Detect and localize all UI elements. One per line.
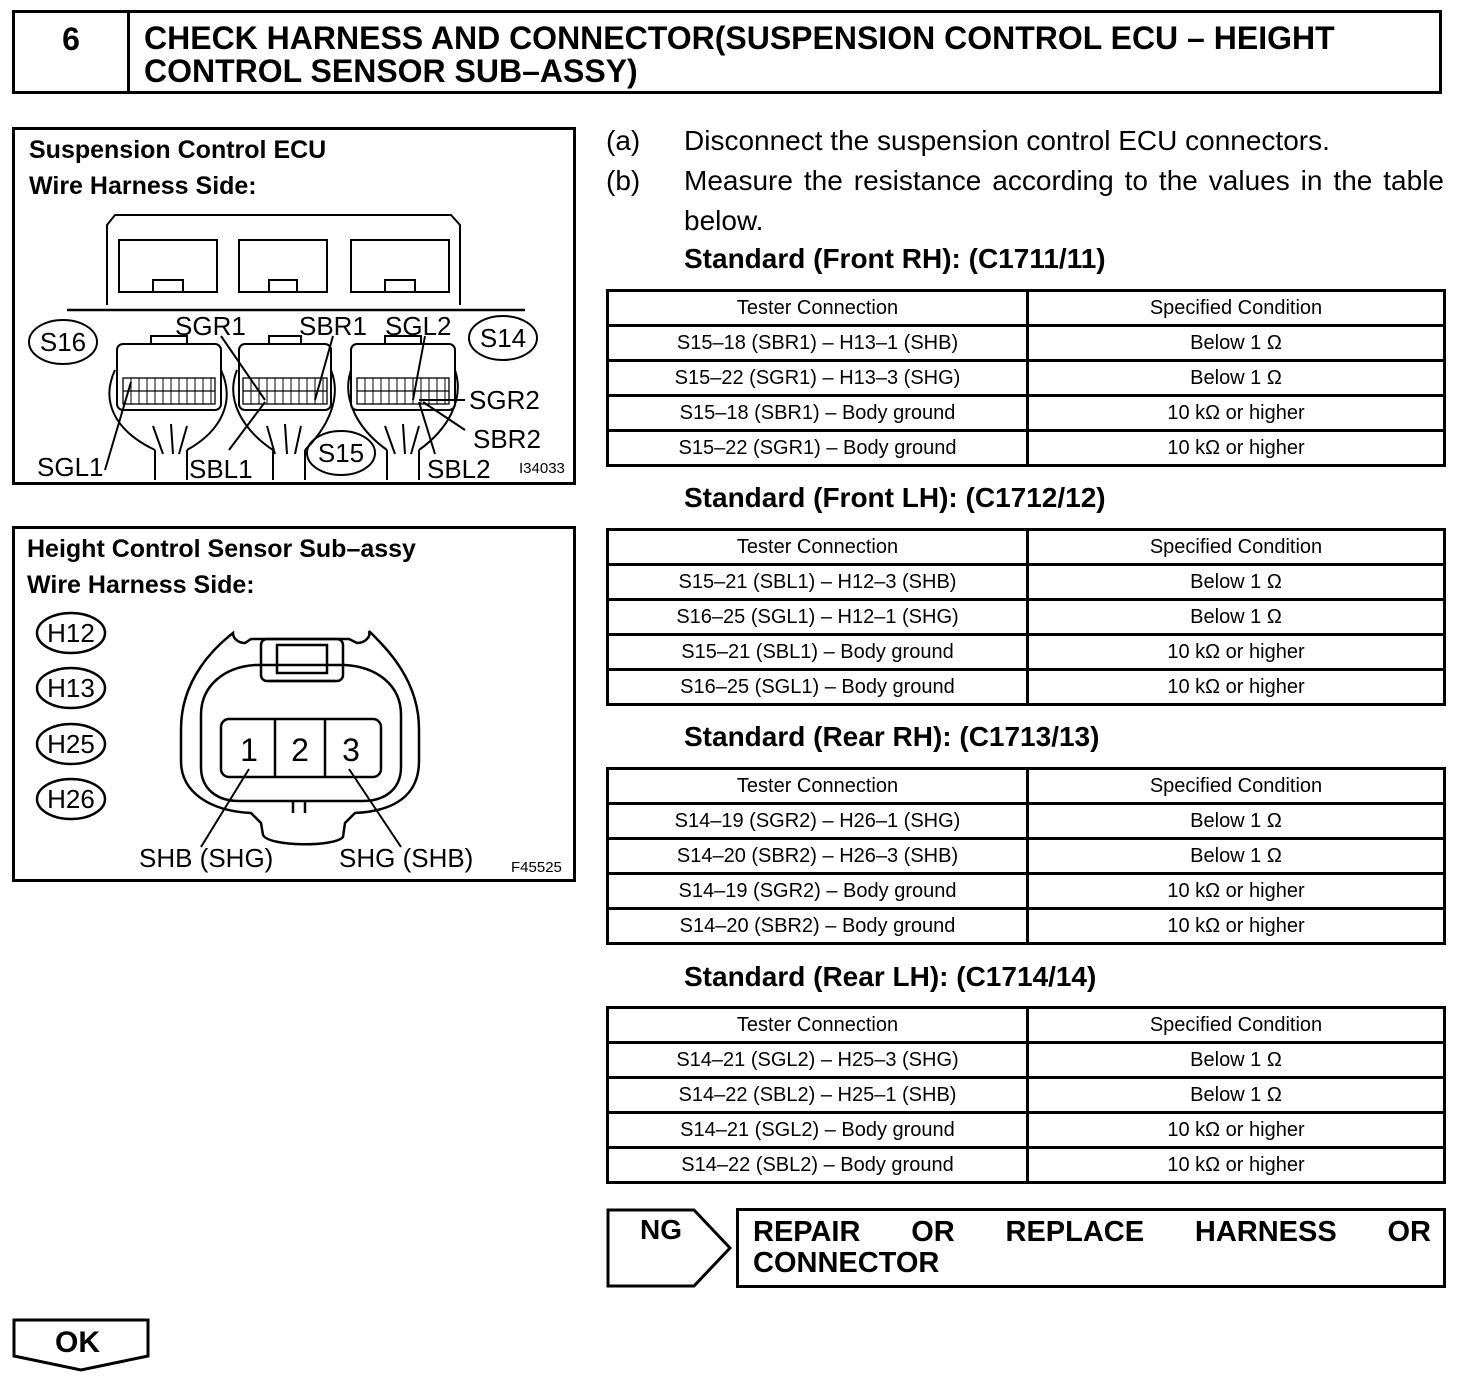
label-sgl2: SGL2	[385, 311, 452, 341]
table-row	[608, 909, 1445, 944]
table-header-row	[608, 291, 1445, 326]
tester-connection-cell: S15–18 (SBR1) – Body ground	[608, 396, 1028, 431]
connector-s15-label: S15	[317, 438, 365, 468]
pin-3: 3	[342, 732, 360, 768]
sensor-figure-subtitle: Wire Harness Side:	[27, 571, 255, 599]
tester-connection-cell: S14–22 (SBL2) – H25–1 (SHB)	[608, 1078, 1028, 1113]
condition-cell: Below 1 Ω	[1028, 600, 1445, 635]
condition-cell: 10 kΩ or higher	[1028, 635, 1445, 670]
condition-cell: 10 kΩ or higher	[1028, 396, 1445, 431]
ecu-figure-title: Suspension Control ECU	[29, 136, 327, 164]
ok-label: OK	[55, 1326, 100, 1359]
step-header	[12, 10, 1442, 94]
label-sbl2: SBL2	[427, 454, 491, 482]
connector-h12-label: H12	[47, 618, 95, 648]
tester-connection-cell: S15–21 (SBL1) – Body ground	[608, 635, 1028, 670]
pin-2: 2	[291, 732, 309, 768]
standard-rear-lh-title: Standard (Rear LH): (C1714/14)	[684, 961, 1097, 992]
label-sgr1: SGR1	[175, 311, 246, 341]
ecu-connector-drawing	[15, 130, 573, 482]
condition-cell: 10 kΩ or higher	[1028, 670, 1445, 705]
label-shg-shb: SHG (SHB)	[339, 843, 474, 873]
condition-cell: 10 kΩ or higher	[1028, 431, 1445, 466]
table-row	[608, 1148, 1445, 1183]
ecu-connector-figure	[12, 127, 576, 485]
sensor-figure-title: Height Control Sensor Sub–assy	[27, 535, 416, 563]
label-sgl1: SGL1	[37, 452, 104, 482]
connector-s16-label: S16	[39, 327, 87, 357]
tester-connection-cell: S14–21 (SGL2) – Body ground	[608, 1113, 1028, 1148]
standard-front-lh-title: Standard (Front LH): (C1712/12)	[684, 482, 1106, 513]
condition-cell: Below 1 Ω	[1028, 565, 1445, 600]
label-shb-shg: SHB (SHG)	[139, 843, 274, 873]
table-row	[608, 600, 1445, 635]
table-header-row	[608, 769, 1445, 804]
table-header-row	[608, 1008, 1445, 1043]
label-sbl1: SBL1	[189, 454, 253, 482]
header-tester-connection: Tester Connection	[608, 769, 1028, 804]
table-row	[608, 396, 1445, 431]
instruction-a-text: Disconnect the suspension control ECU connectors.	[684, 125, 1330, 156]
condition-cell: 10 kΩ or higher	[1028, 1113, 1445, 1148]
tester-connection-cell: S16–25 (SGL1) – H12–1 (SHG)	[608, 600, 1028, 635]
standard-rear-rh-title: Standard (Rear RH): (C1713/13)	[684, 721, 1100, 752]
sensor-figure-id: F45525	[511, 859, 562, 876]
instruction-a	[606, 121, 1446, 161]
table-header-row	[608, 530, 1445, 565]
table-row	[608, 361, 1445, 396]
connector-h26-label: H26	[47, 784, 95, 814]
condition-cell: Below 1 Ω	[1028, 839, 1445, 874]
tester-connection-cell: S15–22 (SGR1) – Body ground	[608, 431, 1028, 466]
table-row	[608, 635, 1445, 670]
table-row	[608, 1043, 1445, 1078]
table-row	[608, 874, 1445, 909]
tester-connection-cell: S15–22 (SGR1) – H13–3 (SHG)	[608, 361, 1028, 396]
step-number: 6	[15, 13, 130, 91]
tester-connection-cell: S14–22 (SBL2) – Body ground	[608, 1148, 1028, 1183]
header-tester-connection: Tester Connection	[608, 530, 1028, 565]
header-specified-condition: Specified Condition	[1028, 291, 1445, 326]
condition-cell: Below 1 Ω	[1028, 1078, 1445, 1113]
condition-cell: 10 kΩ or higher	[1028, 1148, 1445, 1183]
table-row	[608, 804, 1445, 839]
table-row	[608, 565, 1445, 600]
tester-connection-cell: S14–21 (SGL2) – H25–3 (SHG)	[608, 1043, 1028, 1078]
instruction-b-text: Measure the resistance according to the values in the table below.	[684, 165, 1444, 236]
ng-label: NG	[640, 1214, 682, 1245]
header-tester-connection: Tester Connection	[608, 291, 1028, 326]
condition-cell: 10 kΩ or higher	[1028, 874, 1445, 909]
tester-connection-cell: S16–25 (SGL1) – Body ground	[608, 670, 1028, 705]
ecu-figure-subtitle: Wire Harness Side:	[29, 172, 257, 200]
condition-cell: Below 1 Ω	[1028, 1043, 1445, 1078]
instruction-a-mark: (a)	[606, 125, 641, 156]
header-specified-condition: Specified Condition	[1028, 1008, 1445, 1043]
header-tester-connection: Tester Connection	[608, 1008, 1028, 1043]
ng-action-box: REPAIR OR REPLACE HARNESS OR CONNECTOR	[736, 1208, 1446, 1288]
height-sensor-figure	[12, 526, 576, 882]
standard-rear-rh-table	[606, 767, 1446, 945]
table-row	[608, 1078, 1445, 1113]
condition-cell: Below 1 Ω	[1028, 804, 1445, 839]
sensor-connector-drawing	[15, 529, 573, 879]
standard-rear-lh-table	[606, 1006, 1446, 1184]
table-row	[608, 326, 1445, 361]
tester-connection-cell: S15–18 (SBR1) – H13–1 (SHB)	[608, 326, 1028, 361]
tester-connection-cell: S14–20 (SBR2) – Body ground	[608, 909, 1028, 944]
condition-cell: Below 1 Ω	[1028, 326, 1445, 361]
condition-cell: 10 kΩ or higher	[1028, 909, 1445, 944]
label-sbr1: SBR1	[299, 311, 367, 341]
standard-front-lh-table	[606, 528, 1446, 706]
standard-front-rh-title: Standard (Front RH): (C1711/11)	[684, 243, 1106, 274]
connector-h13-label: H13	[47, 673, 95, 703]
instruction-b	[606, 161, 1446, 241]
pin-1: 1	[240, 732, 258, 768]
tester-connection-cell: S15–21 (SBL1) – H12–3 (SHB)	[608, 565, 1028, 600]
ecu-figure-id: I34033	[519, 460, 565, 477]
tester-connection-cell: S14–19 (SGR2) – H26–1 (SHG)	[608, 804, 1028, 839]
instruction-b-mark: (b)	[606, 165, 641, 196]
table-row	[608, 839, 1445, 874]
connector-h25-label: H25	[47, 729, 95, 759]
tester-connection-cell: S14–19 (SGR2) – Body ground	[608, 874, 1028, 909]
step-title: CHECK HARNESS AND CONNECTOR(SUSPENSION CONTROL ECU – HEIGHT CONTROL SENSOR SUB–ASSY)	[144, 20, 1335, 89]
condition-cell: Below 1 Ω	[1028, 361, 1445, 396]
table-row	[608, 1113, 1445, 1148]
standard-front-rh-table	[606, 289, 1446, 467]
table-row	[608, 670, 1445, 705]
connector-s14-label: S14	[479, 323, 527, 353]
table-row	[608, 431, 1445, 466]
label-sgr2: SGR2	[469, 385, 540, 415]
header-specified-condition: Specified Condition	[1028, 530, 1445, 565]
header-specified-condition: Specified Condition	[1028, 769, 1445, 804]
tester-connection-cell: S14–20 (SBR2) – H26–3 (SHB)	[608, 839, 1028, 874]
label-sbr2: SBR2	[473, 424, 541, 454]
